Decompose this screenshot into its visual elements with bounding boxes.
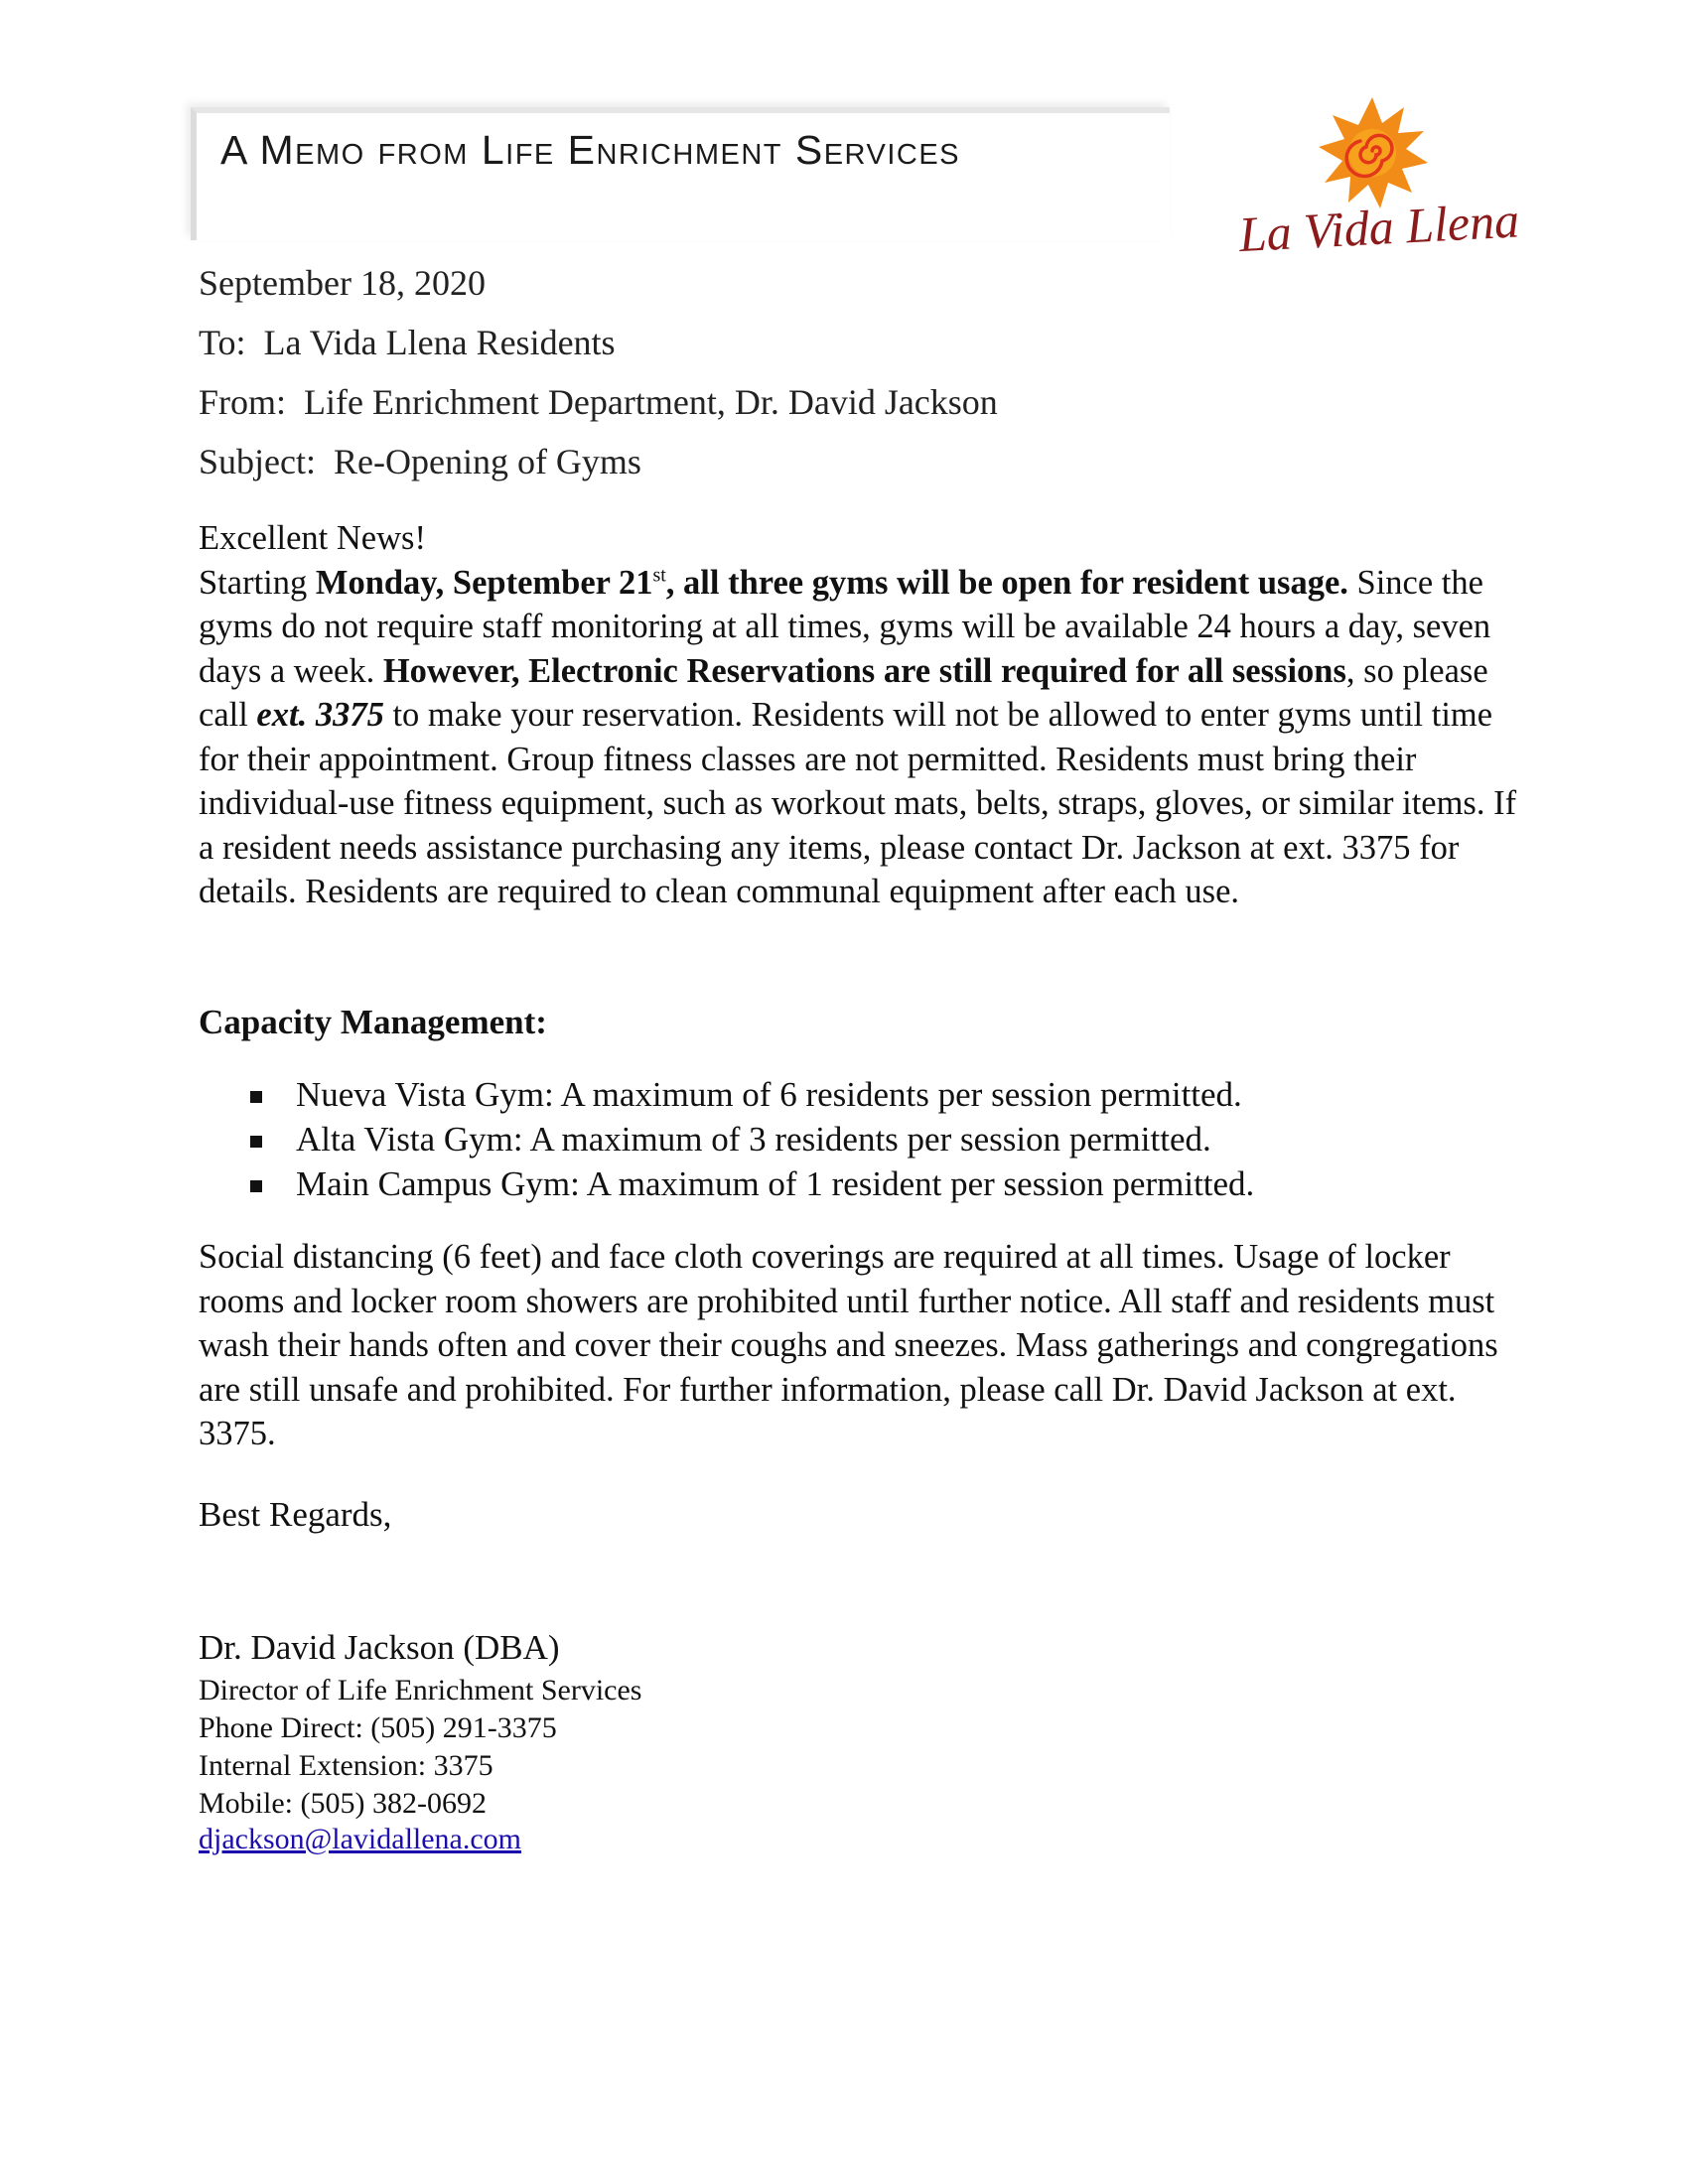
list-item: Nueva Vista Gym: A maximum of 6 residents per session permitted. (248, 1072, 1254, 1117)
signature-title: Director of Life Enrichment Services (199, 1674, 642, 1706)
signature-mobile: Mobile: (505) 382-0692 (199, 1787, 487, 1820)
list-item: Main Campus Gym: A maximum of 1 resident per session permitted. (248, 1161, 1254, 1206)
memo-subject-value: Re-Opening of Gyms (333, 442, 641, 481)
memo-subject-label: Subject: (199, 442, 316, 481)
memo-subject (199, 441, 641, 482)
memo-date: September 18, 2020 (199, 263, 486, 303)
memo-body (199, 516, 1529, 914)
sun-spiral-icon (1231, 95, 1519, 274)
signature-extension: Internal Extension: 3375 (199, 1749, 493, 1782)
list-item: Alta Vista Gym: A maximum of 3 residents per session permitted. (248, 1117, 1254, 1161)
email-link[interactable]: djackson@lavidallena.com (199, 1823, 522, 1855)
signoff: Best Regards, (199, 1495, 392, 1534)
signature-name: Dr. David Jackson (DBA) (199, 1628, 560, 1667)
signature-phone: Phone Direct: (505) 291-3375 (199, 1711, 557, 1744)
memo-from (199, 381, 998, 423)
main-paragraph: Starting Monday, September 21st, all three gyms will be open for resident usage. Since the gyms do not require staff monitoring at all times, gyms will be available 24 hours a day, seven days a week. However, Electronic Reservations are still required for all sessions, so please call ext. 3375 to make your reservation. Residents will not be allowed to enter gyms until time for their appointment. Group fitness classes are not permitted. Residents must bring their individual-use fitness equipment, such as workout mats, belts, straps, gloves, or similar items. If a resident needs assistance purchasing any items, please contact Dr. Jackson at ext. 3375 for details. Residents are required to clean communal equipment after each use. (199, 563, 1517, 910)
capacity-heading: Capacity Management: (199, 1003, 547, 1041)
memo-header-title: A Memo from Life Enrichment Services (220, 127, 961, 173)
closing-paragraph: Social distancing (6 feet) and face cloth coverings are required at all times. Usage of locker rooms and locker room showers are prohibited until further notice. All staff and residents must wash their hands often and cover their coughs and sneezes. Mass gatherings and congregations are still unsafe and prohibited. For further information, please call Dr. David Jackson at ext. 3375. (199, 1238, 1498, 1452)
memo-to (199, 322, 616, 363)
memo-to-label: To: (199, 323, 246, 362)
logo-text: La Vida Llena (1237, 192, 1519, 263)
memo-to-value: La Vida Llena Residents (263, 323, 616, 362)
memo-from-value: Life Enrichment Department, Dr. David Jackson (304, 382, 998, 422)
logo (1231, 95, 1519, 274)
memo-from-label: From: (199, 382, 287, 422)
greeting: Excellent News! (199, 519, 426, 557)
capacity-list (248, 1072, 1254, 1206)
